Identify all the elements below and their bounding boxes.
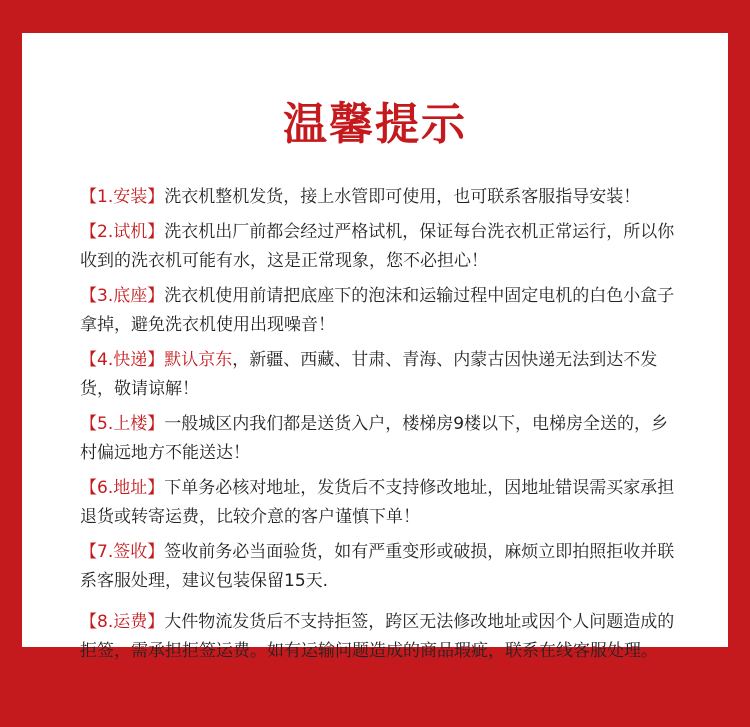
tip-tag: 【1.安装】 bbox=[80, 187, 165, 207]
tip-base bbox=[80, 282, 680, 340]
tip-address bbox=[80, 474, 680, 532]
tip-delivery-upstairs bbox=[80, 410, 680, 468]
tip-tag: 【2.试机】 bbox=[80, 222, 165, 242]
tip-shipping-fee bbox=[80, 608, 680, 666]
tip-text: ，新疆、西藏、甘肃、青海、内蒙古因快递无法到达不发货，敬请谅解！ bbox=[80, 350, 658, 399]
page-title: 温馨提示 bbox=[283, 99, 467, 150]
tip-test-run bbox=[80, 218, 680, 276]
tip-text: 洗衣机使用前请把底座下的泡沫和运输过程中固定电机的白色小盒子拿掉，避免洗衣机使用出现噪音！ bbox=[80, 286, 675, 335]
tip-tag: 【7.签收】 bbox=[80, 542, 165, 562]
tip-text: 签收前务必当面验货，如有严重变形或破损，麻烦立即拍照拒收并联系客服处理，建议包装保留15天. bbox=[80, 542, 675, 591]
tip-text: 洗衣机整机发货，接上水管即可使用，也可联系客服指导安装！ bbox=[164, 187, 641, 207]
notice-card bbox=[22, 33, 728, 661]
tip-courier bbox=[80, 346, 680, 404]
tip-tag: 【4.快递】 bbox=[80, 350, 165, 370]
tip-install bbox=[80, 183, 680, 212]
tip-text: 下单务必核对地址，发货后不支持修改地址，因地址错误需买家承担退货或转寄运费，比较介意的客户谨慎下单！ bbox=[80, 478, 675, 527]
tip-tag: 【6.地址】 bbox=[80, 478, 165, 498]
tip-text: 洗衣机出厂前都会经过严格试机，保证每台洗衣机正常运行，所以你收到的洗衣机可能有水，这是正常现象，您不必担心！ bbox=[80, 222, 675, 271]
tip-highlight: 默认京东 bbox=[164, 350, 233, 370]
tip-text: 大件物流发货后不支持拒签，跨区无法修改地址或因个人问题造成的拒签，需承担拒签运费。如有运输问题造成的商品瑕疵，联系在线客服处理。 bbox=[80, 612, 675, 661]
tip-signing bbox=[80, 538, 680, 596]
tips-list bbox=[80, 183, 680, 672]
tip-tag: 【8.运费】 bbox=[80, 612, 165, 632]
tip-text: 一般城区内我们都是送货入户，楼梯房9楼以下，电梯房全送的，乡村偏远地方不能送达！ bbox=[80, 414, 669, 463]
tip-tag: 【3.底座】 bbox=[80, 286, 165, 306]
tip-tag: 【5.上楼】 bbox=[80, 414, 165, 434]
